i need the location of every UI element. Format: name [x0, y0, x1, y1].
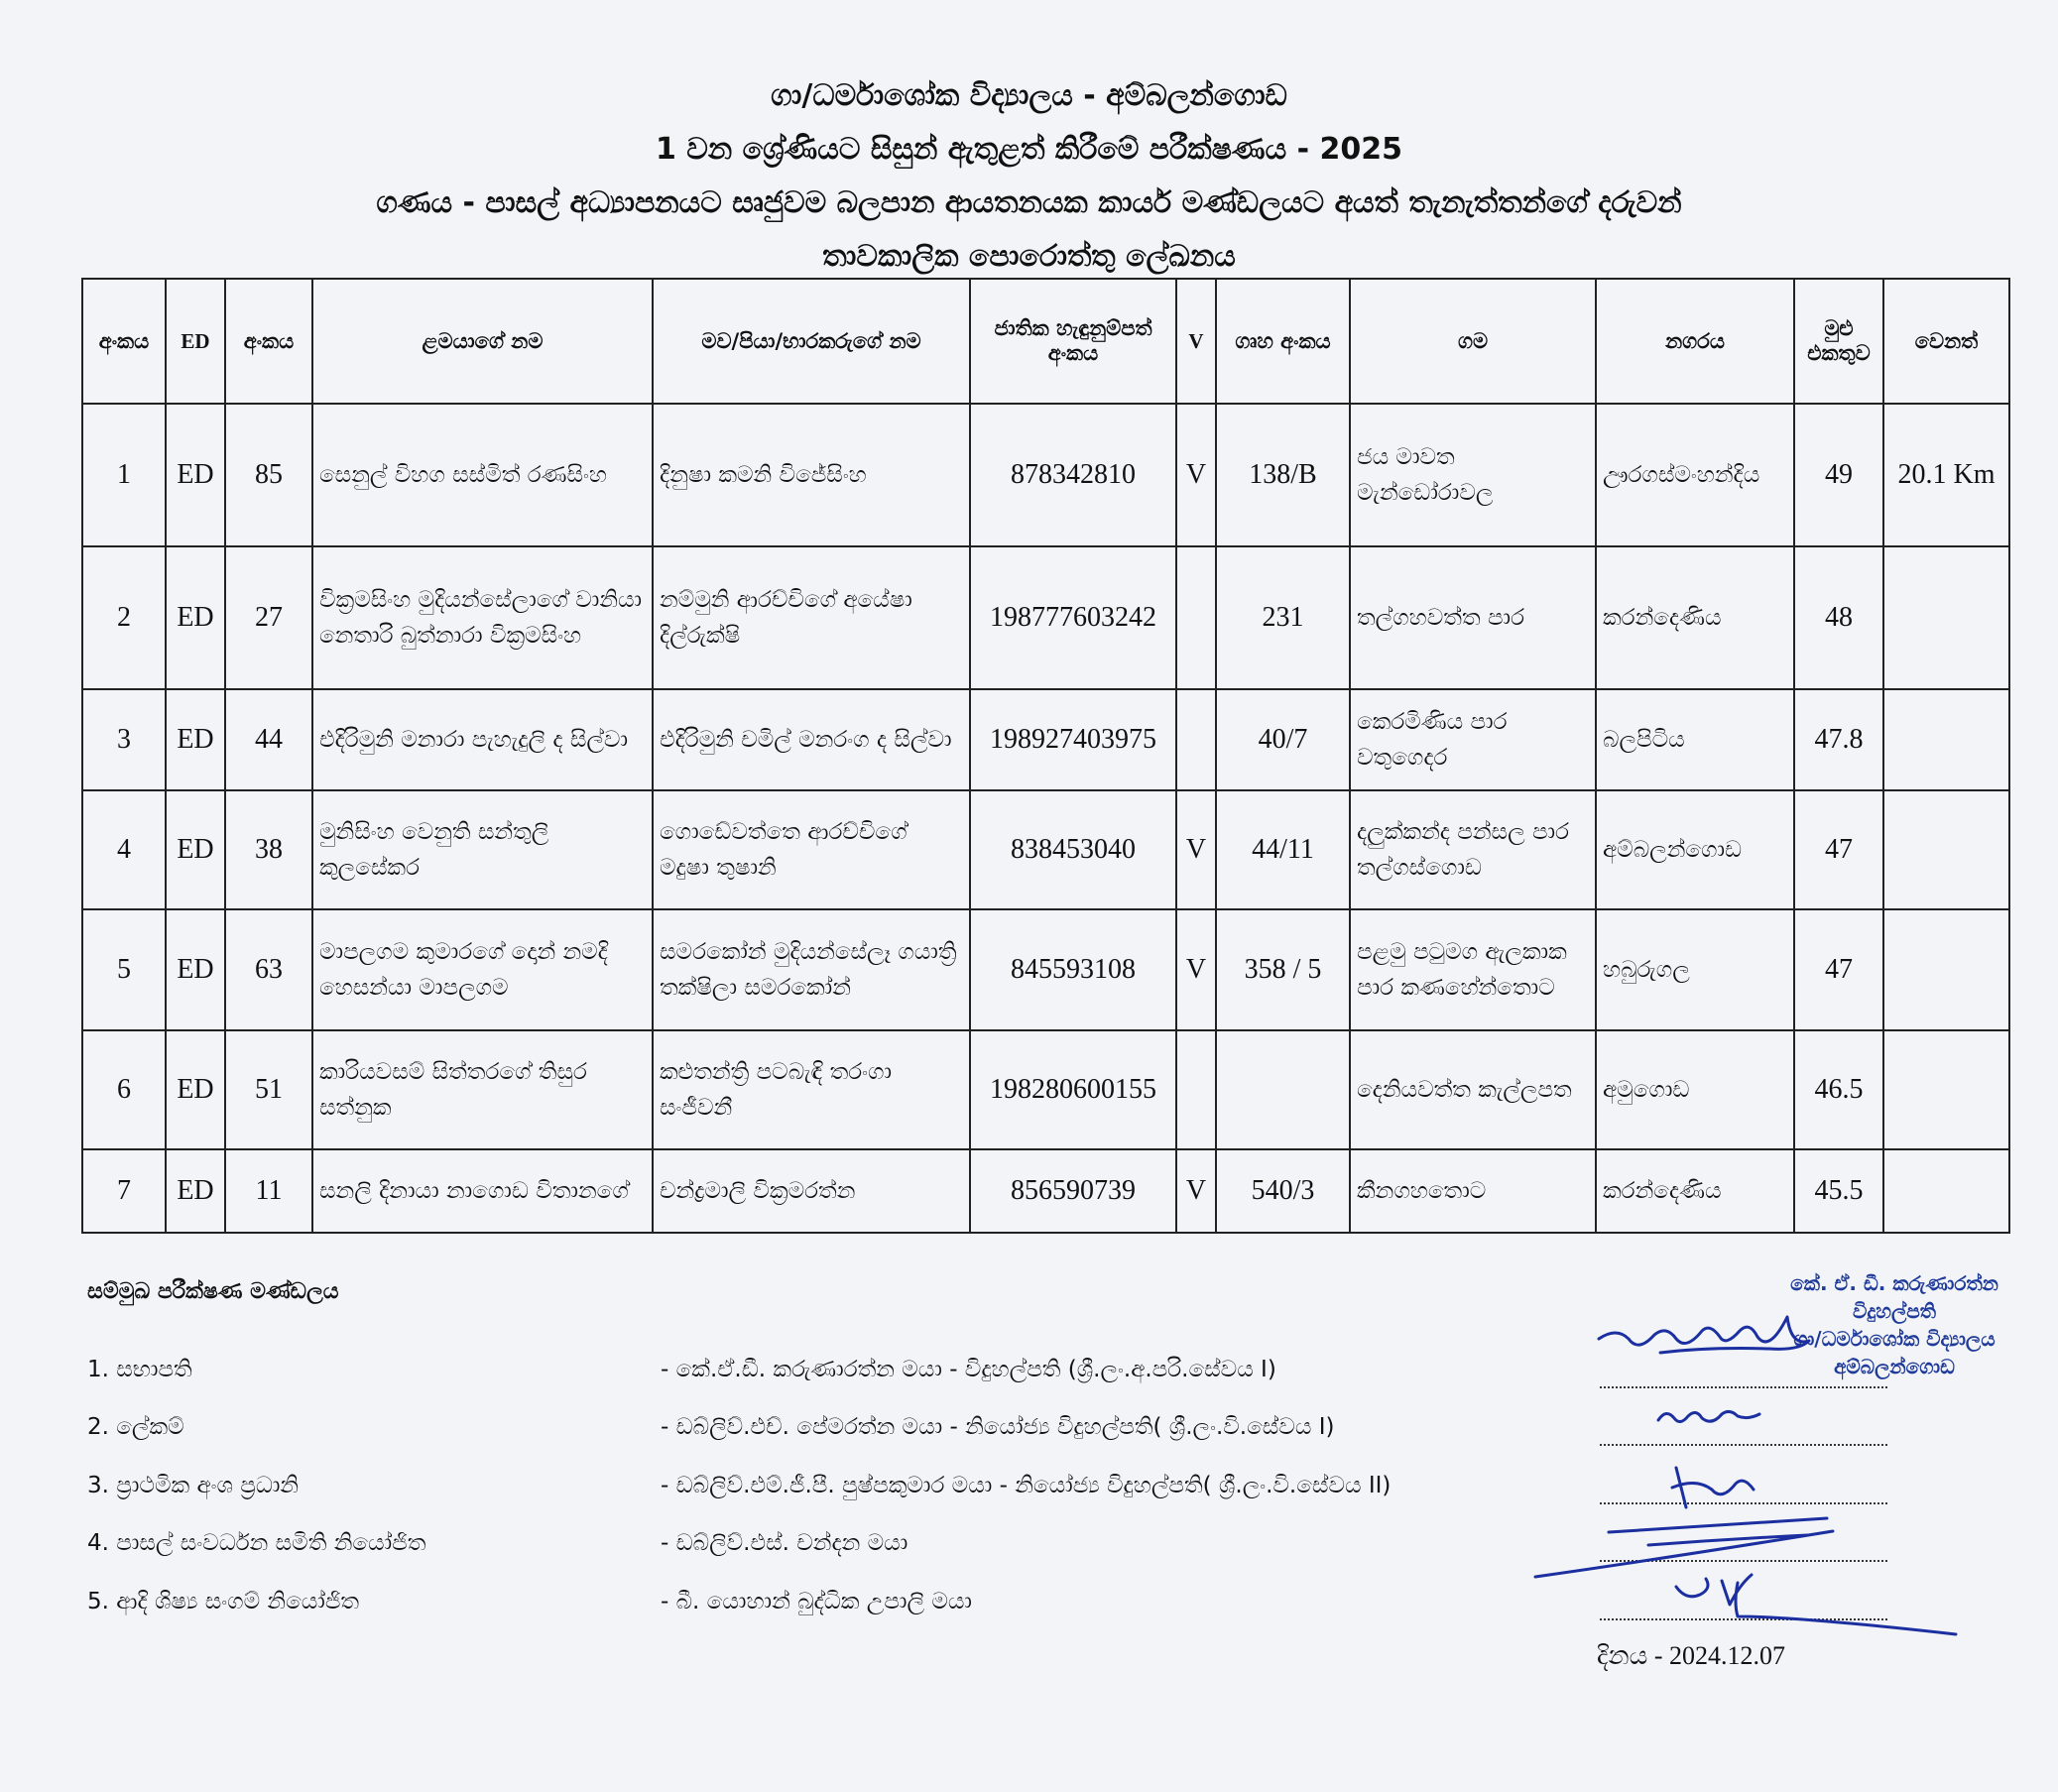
table-row [82, 689, 2009, 790]
row-v: V [1176, 404, 1216, 546]
row-total: 47.8 [1794, 689, 1883, 790]
row-city: බලපිටිය [1596, 689, 1794, 790]
signature-line [1600, 1618, 1887, 1620]
row-ed: ED [166, 909, 225, 1030]
stamp-line: කේ. ඒ. ඩී. කරුණාරත්න [1790, 1271, 1998, 1295]
signature-line [1600, 1444, 1887, 1446]
row-ed: ED [166, 404, 225, 546]
row-parent-name: දිනුෂා කමනි විජේසිංහ [653, 404, 970, 546]
row-house-number: 40/7 [1216, 689, 1350, 790]
list-title: තාවකාලික පොරොත්තු ලේඛනය [822, 239, 1236, 274]
row-nic: 878342810 [970, 404, 1176, 546]
col-header-number: අංකය [82, 279, 166, 404]
panel-member [87, 1414, 1773, 1454]
row-city: කරන්දෙණිය [1596, 546, 1794, 689]
panel-member [87, 1357, 1773, 1396]
row-house-number: 540/3 [1216, 1149, 1350, 1233]
row-village: ජය මාවත මැන්ඩෝරාවල [1350, 404, 1596, 546]
col-header-parent-name: මව/පියා/භාරකරුගේ නම [653, 279, 970, 404]
row-child-name: සෙනුල් විහග සස්මිත් රණසිංහ [312, 404, 653, 546]
exam-title: 1 වන ශ්‍රේණියට සිසුන් ඇතුළත් කිරීමේ පරීක්ෂණය - 2025 [655, 132, 1402, 167]
row-village: කෙරමිණිය පාර වතුගෙදර [1350, 689, 1596, 790]
row-total: 47 [1794, 790, 1883, 909]
row-parent-name: ගොඩේවත්තෙ ආරච්චිගේ මදුෂා තුෂානි [653, 790, 970, 909]
school-name: ගා/ධර්මාශෝක විද්‍යාලය - අම්බලන්ගොඩ [771, 78, 1287, 113]
col-header-index: අංකය [225, 279, 312, 404]
applicant-table [81, 278, 2010, 1234]
panel-member [87, 1589, 1773, 1628]
signature-line [1600, 1560, 1887, 1562]
row-nic: 845593108 [970, 909, 1176, 1030]
row-number: 6 [82, 1030, 166, 1149]
row-other [1883, 1149, 2009, 1233]
col-header-other: වෙනත් [1883, 279, 2009, 404]
signature-line [1600, 1386, 1887, 1388]
row-village: තල්ගහවත්ත පාර [1350, 546, 1596, 689]
member-role: 1. සභාපති [87, 1357, 192, 1382]
row-child-name: මාපලගම කුමාරගේ දොන් නමදි හෙසන්යා මාපලගම [312, 909, 653, 1030]
row-ed: ED [166, 790, 225, 909]
row-total: 45.5 [1794, 1149, 1883, 1233]
row-ed: ED [166, 689, 225, 790]
row-city: ඌරගස්මංහන්දිය [1596, 404, 1794, 546]
row-child-name: වික්‍රමසිංහ මුදියන්සේලාගේ වානියා නෙතාරි බුත්නාරා වික්‍රමසිංහ [312, 546, 653, 689]
col-header-house-number: ගෘහ අංකය [1216, 279, 1350, 404]
member-name: - ඩබ්ලිව්.එච්. පේමරත්න මයා - නියෝජ්‍ය විදුහල්පති( ශ්‍රී.ලං.වි.සේවය I) [661, 1414, 1335, 1440]
stamp-line: විදුහල්පති [1852, 1299, 1937, 1323]
row-index: 63 [225, 909, 312, 1030]
row-number: 2 [82, 546, 166, 689]
row-number: 5 [82, 909, 166, 1030]
table-row [82, 1149, 2009, 1233]
row-parent-name: සමරකෝන් මුදියන්සේලෑ ගයාත්‍රි තක්ෂිලා සමරකෝන් [653, 909, 970, 1030]
row-parent-name: චන්ද්‍රමාලි වික්‍රමරත්න [653, 1149, 970, 1233]
row-other: 20.1 Km [1883, 404, 2009, 546]
stamp-line: ගා/ධර්මාශෝක විද්‍යාලය [1793, 1327, 1996, 1351]
row-other [1883, 909, 2009, 1030]
row-other [1883, 546, 2009, 689]
row-nic: 198777603242 [970, 546, 1176, 689]
member-role: 5. ආදි ශිෂ්‍ය සංගම් නියෝජිත [87, 1589, 360, 1614]
row-other [1883, 790, 2009, 909]
row-child-name: සනලි දිනායා නාගොඩ විතානගේ [312, 1149, 653, 1233]
row-number: 1 [82, 404, 166, 546]
member-name: - කේ.ඒ.ඩී. කරුණාරත්න මයා - විදුහල්පති (ශ්‍රී.ලං.අ.පරි.සේවය I) [661, 1357, 1276, 1382]
table-row [82, 546, 2009, 689]
panel-title: සම්මුඛ පරීක්ෂණ මණ්ඩලය [87, 1279, 339, 1304]
panel-member [87, 1473, 1773, 1512]
category-title: ගණය - පාසල් අධ්‍යාපනයට සෘජුවම බලපාන ආයතනයක කාර්ය මණ්ඩලයට අයත් තැනැත්තන්ගේ දරුවන් [376, 185, 1682, 220]
row-index: 85 [225, 404, 312, 546]
row-village: දලුක්කන්ද පන්සල පාර තල්ගස්ගොඩ [1350, 790, 1596, 909]
row-v [1176, 1030, 1216, 1149]
row-house-number [1216, 1030, 1350, 1149]
row-city: හබුරුගල [1596, 909, 1794, 1030]
document-header [0, 69, 2058, 284]
table-row [82, 909, 2009, 1030]
table-row [82, 404, 2009, 546]
table-row [82, 790, 2009, 909]
row-ed: ED [166, 1030, 225, 1149]
member-role: 3. ප්‍රාථමික අංශ ප්‍රධානි [87, 1473, 300, 1498]
row-ed: ED [166, 546, 225, 689]
member-role: 4. පාසල් සංවර්ධන සමිති නියෝජිත [87, 1530, 426, 1556]
document-date: දිනය - 2024.12.07 [1597, 1641, 1786, 1670]
row-number: 7 [82, 1149, 166, 1233]
row-child-name: මුනිසිංහ වෙනුති සන්තුලි කුලසේකර [312, 790, 653, 909]
row-parent-name: එදිරිමුනි චමිල් මනරංග ද සිල්වා [653, 689, 970, 790]
row-village: දෙනියවත්ත කැල්ලපත [1350, 1030, 1596, 1149]
row-city: අමුගොඩ [1596, 1030, 1794, 1149]
row-v [1176, 689, 1216, 790]
row-nic: 856590739 [970, 1149, 1176, 1233]
row-index: 11 [225, 1149, 312, 1233]
member-name: - බී. යොහාන් බුද්ධික උපාලි මයා [661, 1589, 972, 1614]
col-header-total: මුළු එකතුව [1794, 279, 1883, 404]
row-nic: 198280600155 [970, 1030, 1176, 1149]
row-v: V [1176, 790, 1216, 909]
row-house-number: 231 [1216, 546, 1350, 689]
row-number: 4 [82, 790, 166, 909]
row-v: V [1176, 909, 1216, 1030]
row-parent-name: නම්මුනි ආරච්චිගේ අයේෂා දිල්රුක්ෂි [653, 546, 970, 689]
row-other [1883, 1030, 2009, 1149]
row-house-number: 138/B [1216, 404, 1350, 546]
row-index: 27 [225, 546, 312, 689]
row-village: කීනගහතොට [1350, 1149, 1596, 1233]
col-header-v: V [1176, 279, 1216, 404]
col-header-ed: ED [166, 279, 225, 404]
signature-line [1600, 1502, 1887, 1504]
row-city: කරන්දෙණිය [1596, 1149, 1794, 1233]
row-total: 48 [1794, 546, 1883, 689]
member-role: 2. ලේකම් [87, 1414, 184, 1440]
col-header-nic: ජාතික හැඳුනුම්පත් අංකය [970, 279, 1176, 404]
row-parent-name: කළුතන්ත්‍රි පටබැඳි තරංගා සංජීවනී [653, 1030, 970, 1149]
row-child-name: කාරියවසම් සිත්තරගේ තිසුර සත්නුක [312, 1030, 653, 1149]
row-ed: ED [166, 1149, 225, 1233]
row-city: අම්බලන්ගොඩ [1596, 790, 1794, 909]
row-village: පළමු පටුමග ඇලකාක පාර කණහේන්තොට [1350, 909, 1596, 1030]
panel-member [87, 1530, 1773, 1570]
col-header-city: නගරය [1596, 279, 1794, 404]
row-total: 49 [1794, 404, 1883, 546]
row-house-number: 358 / 5 [1216, 909, 1350, 1030]
row-v: V [1176, 1149, 1216, 1233]
member-name: - ඩබ්ලිව්.එස්. චන්දන මයා [661, 1530, 908, 1556]
row-index: 38 [225, 790, 312, 909]
row-v [1176, 546, 1216, 689]
row-house-number: 44/11 [1216, 790, 1350, 909]
row-index: 51 [225, 1030, 312, 1149]
col-header-village: ගම [1350, 279, 1596, 404]
table-row [82, 1030, 2009, 1149]
row-nic: 838453040 [970, 790, 1176, 909]
member-name: - ඩබ්ලිව්.එම්.ජී.පී. පුෂ්පකුමාර මයා - නියෝජ්‍ය විදුහල්පති( ශ්‍රී.ලං.වි.සේවය II) [661, 1473, 1392, 1498]
row-nic: 198927403975 [970, 689, 1176, 790]
row-number: 3 [82, 689, 166, 790]
interview-panel [87, 1279, 2031, 1696]
row-other [1883, 689, 2009, 790]
stamp-line: අම්බලන්ගොඩ [1834, 1355, 1955, 1378]
table-header-row [82, 279, 2009, 404]
row-index: 44 [225, 689, 312, 790]
principal-stamp [1746, 1269, 2043, 1380]
col-header-child-name: ළමයාගේ නම [312, 279, 653, 404]
row-total: 46.5 [1794, 1030, 1883, 1149]
row-child-name: එදිරිමුනි මනාරා පැහැදුලි ද සිල්වා [312, 689, 653, 790]
row-total: 47 [1794, 909, 1883, 1030]
